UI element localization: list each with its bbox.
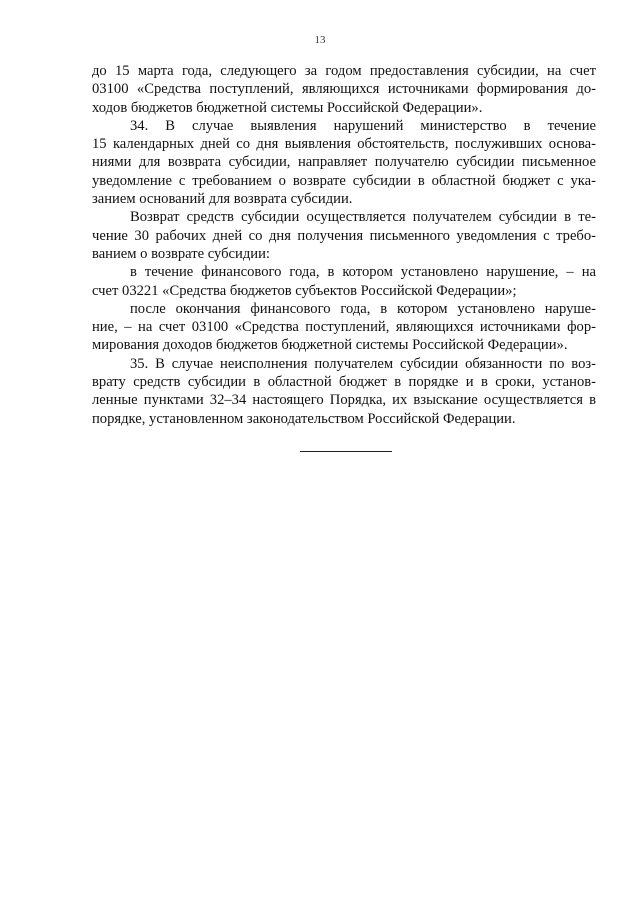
text-line: ленные пунктами 32–34 настоящего Порядка, их взыскание осуществляется в (92, 392, 596, 409)
text-line: до 15 марта года, следующего за годом предоставления субсидии, на счет (92, 63, 596, 79)
text-line: ние, – на счет 03100 «Средства поступлений, являющихся источниками фор- (92, 319, 596, 336)
document-body (92, 62, 596, 428)
text-line: счет 03221 «Средства бюджетов субъектов Российской Федерации»; (92, 282, 517, 299)
paragraph (92, 263, 596, 300)
paragraph-item-34 (92, 117, 596, 208)
text-line: Возврат средств субсидии осуществляется получателем субсидии в те- (130, 209, 596, 226)
text-line: 03100 «Средства поступлений, являющихся источниками формирования до- (92, 81, 596, 98)
text-line: врату средств субсидии в областной бюджет в порядке и в сроки, установ- (92, 374, 596, 391)
text-line: чение 30 рабочих дней со дня получения письменного уведомления с требо- (92, 227, 596, 244)
text-line: 35. В случае неисполнения получателем субсидии обязанности по воз- (130, 355, 596, 372)
text-line: порядке, установленном законодательством Российской Федерации. (92, 410, 516, 427)
page-number: 13 (314, 34, 326, 46)
paragraph (92, 62, 596, 117)
text-line: после окончания финансового года, в котором установлено наруше- (130, 300, 596, 317)
text-line: ходов бюджетов бюджетной системы Российской Федерации». (92, 99, 483, 116)
text-line: занием оснований для возврата субсидии. (92, 191, 353, 208)
text-line: уведомление с требованием о возврате субсидии в областной бюджет с ука- (92, 172, 596, 189)
text-line: 34. В случае выявления нарушений министерство в течение (130, 117, 596, 134)
text-line: в течение финансового года, в котором установлено нарушение, – на (130, 264, 596, 281)
end-separator-line (300, 451, 392, 452)
paragraph (92, 208, 596, 263)
paragraph (92, 300, 596, 355)
text-line: ванием о возврате субсидии: (92, 245, 270, 262)
text-line: мирования доходов бюджетов бюджетной системы Российской Федерации». (92, 337, 568, 354)
paragraph-item-35 (92, 355, 596, 428)
text-line: 15 календарных дней со дня выявления обстоятельств, послуживших основа- (92, 136, 596, 153)
text-line: ниями для возврата субсидии, направляет получателю субсидии письменное (92, 154, 596, 171)
